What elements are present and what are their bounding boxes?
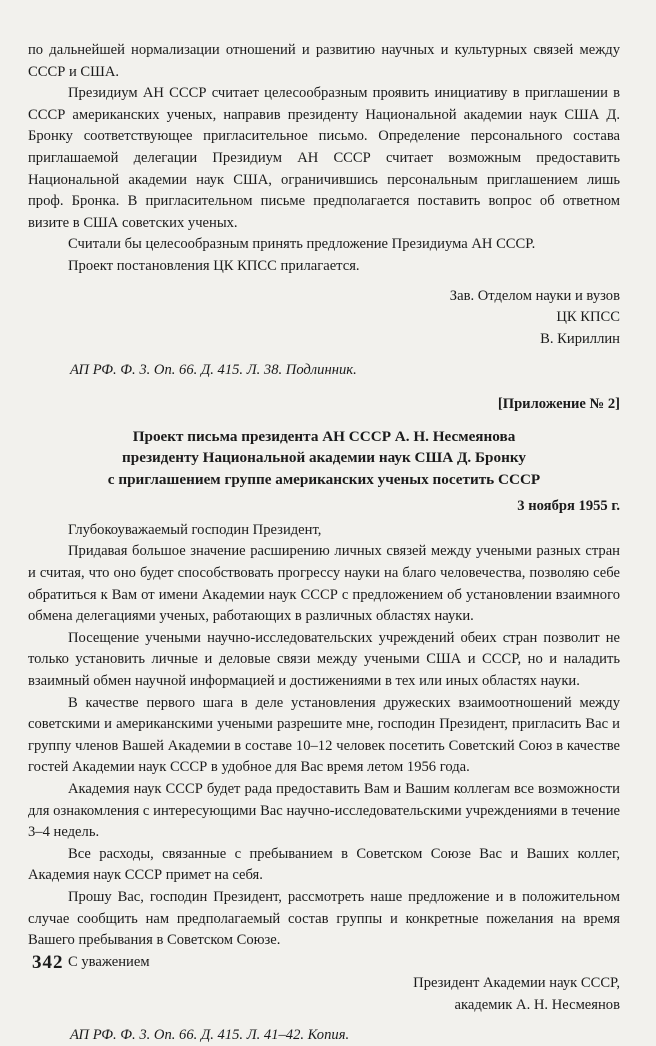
letter-closing: С уважением [68,953,150,970]
letter-paragraph-2: Посещение учеными научно-исследовательских учреждений обеих стран позволит не только установить личные и деловые связи между учеными США и СССР, но и наладить взаимный обмен научной информацией и достижениями в тех или иных областях науки. [28,629,620,690]
paragraph-presidium-initiative: Президиум АН СССР считает целесообразным проявить инициативу в приглашении в СССР американских ученых, направив президенту Национальной академии наук США Д. Бронку соответствующее пригласительное письмо. Определение персонального состава приглашаемой делегации Президиум АН СССР считает возможным предоставить Национальной академии наук США, ограничившись персональным приглашением лишь проф. Бронка. В пригласительном письме предполагается поставить вопрос об ответном визите в США советских ученых. [28,85,620,231]
paragraph-draft-attached: Проект постановления ЦК КПСС прилагается. [68,257,360,274]
paragraph-continuation: по дальнейшей нормализации отношений и развитию научных и культурных связей между СССР и США. [28,42,620,80]
letter-salutation: Глубокоуважаемый господин Президент, [68,521,322,538]
letter-paragraph-3: В качестве первого шага в деле установления дружеских взаимоотношений между советскими и американскими учеными разрешите мне, господин Президент, пригласить Вас и группу членов Вашей Академии в составе 10–12 человек посетить Советский Союз в качестве гостей Академии наук СССР в удобное для Вас время летом 1956 года. [28,694,620,776]
signature-position: Президент Академии наук СССР, [413,975,620,992]
signature-block-nesmeyanov [28,973,620,1016]
letter-paragraph-6: Прошу Вас, господин Президент, рассмотреть наше предложение и в положительном случае сообщить нам предполагаемый состав группы и конкретные пожелания на время Вашего пребывания в Советском Союзе. [28,888,620,949]
signature-organization: ЦК КПСС [556,309,620,326]
paragraph-recommendation: Считали бы целесообразным принять предложение Президиума АН СССР. [68,236,536,253]
signature-name: В. Кириллин [540,330,620,347]
letter-paragraph-1: Придавая большое значение расширению личных связей между учеными разных стран и считая, что оно будет способствовать прогрессу науки на благо человечества, позволяю себе обратиться к Вам от имени Академии наук СССР с предложением об установлении взаимного обмена делегациями ученых, работающих в различных областях науки. [28,543,620,625]
document-page [28,40,620,1046]
title-line-1: Проект письма президента АН СССР А. Н. Несмеянова [132,427,516,445]
page-number: 342 [32,952,64,973]
archive-source-2: АП РФ. Ф. 3. Оп. 66. Д. 415. Л. 41–42. Копия. [70,1026,350,1043]
appendix-label: [Приложение № 2] [497,395,620,412]
signature-block-kirillin [28,286,620,351]
letter-paragraph-4: Академия наук СССР будет рада предоставить Вам и Вашим коллегам все возможности для ознакомления с интересующими Вас научно-исследовательскими учреждениями в течение 3–4 недель. [28,781,620,841]
document-title [28,426,620,491]
document-date: 3 ноября 1955 г. [517,498,620,515]
letter-paragraph-5: Все расходы, связанные с пребыванием в Советском Союзе Вас и Ваших коллег, Академия наук СССР примет на себя. [28,845,620,884]
title-line-2: президенту Национальной академии наук США Д. Бронку [122,449,526,467]
signature-position: Зав. Отделом науки и вузов [449,287,620,304]
signature-name: академик А. Н. Несмеянов [454,996,620,1013]
title-line-3: с приглашением группе американских ученых посетить СССР [107,470,541,488]
archive-source-1: АП РФ. Ф. 3. Оп. 66. Д. 415. Л. 38. Подлинник. [70,362,357,379]
